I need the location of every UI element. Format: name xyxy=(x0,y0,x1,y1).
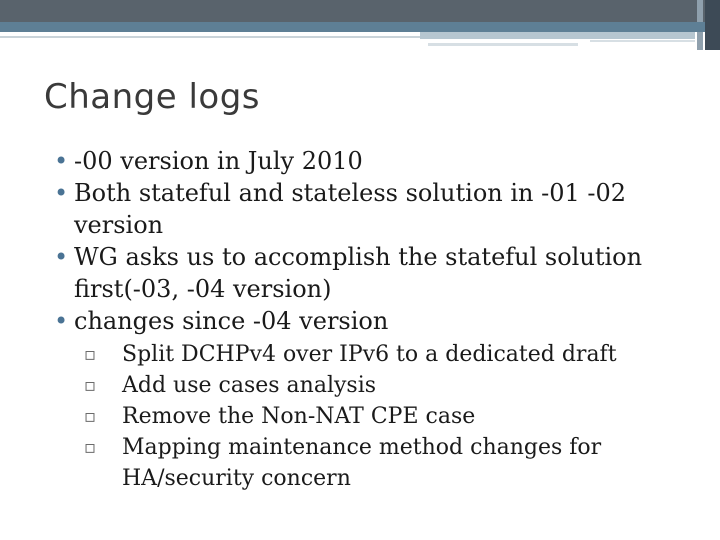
sub-bullet-item xyxy=(74,432,690,494)
header-stripe-light xyxy=(420,32,695,39)
bullet-text: -00 version in July 2010 xyxy=(74,147,363,175)
bullet-icon: • xyxy=(54,307,69,335)
bullet-item xyxy=(50,145,690,177)
sub-bullet-icon: ▫ xyxy=(84,375,97,396)
header-line-3 xyxy=(590,40,695,42)
header-line-2 xyxy=(428,43,578,46)
sub-bullet-item xyxy=(74,401,690,432)
sub-bullet-item xyxy=(74,339,690,370)
sub-bullet-icon: ▫ xyxy=(84,406,97,427)
header-stripe xyxy=(0,22,705,32)
sub-bullet-text: Add use cases analysis xyxy=(122,373,377,398)
bullet-icon: • xyxy=(54,243,69,271)
bullet-icon: • xyxy=(54,147,69,175)
slide-title: Change logs xyxy=(44,77,261,117)
sub-bullet-list xyxy=(50,339,690,494)
sub-bullet-text: Remove the Non-NAT CPE case xyxy=(122,404,476,429)
sub-bullet-icon: ▫ xyxy=(84,344,97,365)
header-line-1 xyxy=(0,36,420,38)
bullet-item xyxy=(50,305,690,337)
header-accent-dark xyxy=(705,0,720,50)
bullet-icon: • xyxy=(54,179,69,207)
sub-bullet-text: Split DCHPv4 over IPv6 to a dedicated draft xyxy=(122,342,617,367)
sub-bullet-text: Mapping maintenance method changes for HA/security concern xyxy=(122,435,602,491)
bullet-text: changes since -04 version xyxy=(74,307,389,335)
header-bar xyxy=(0,0,705,22)
bullet-text: WG asks us to accomplish the stateful solution first(-03, -04 version) xyxy=(74,243,643,303)
slide-body xyxy=(50,145,690,494)
bullet-text: Both stateful and stateless solution in -01 -02 version xyxy=(74,179,627,239)
bullet-item xyxy=(50,177,690,241)
sub-bullet-item xyxy=(74,370,690,401)
bullet-item xyxy=(50,241,690,305)
sub-bullet-icon: ▫ xyxy=(84,437,97,458)
